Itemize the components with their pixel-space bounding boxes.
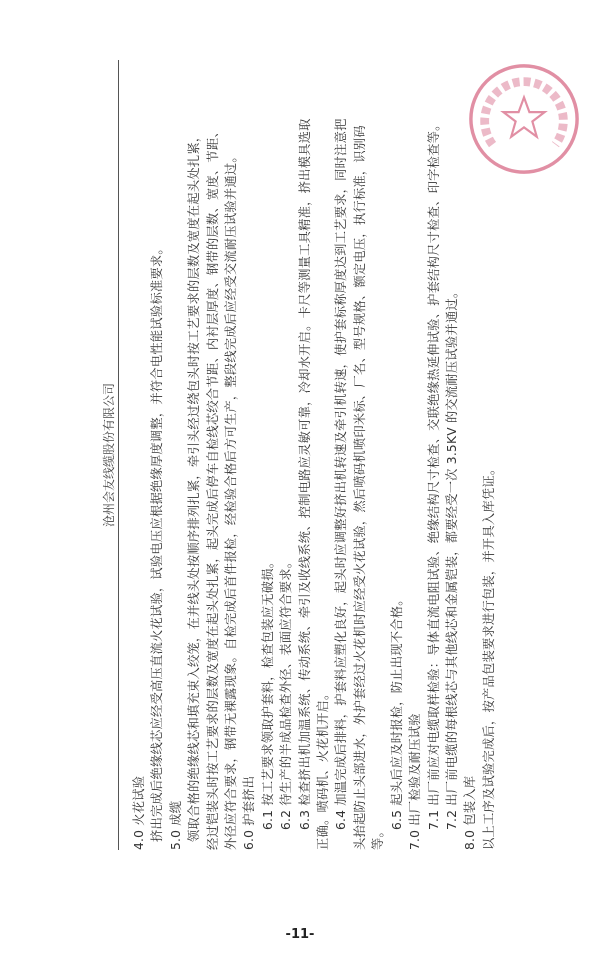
rotated-content-area	[92, 60, 532, 850]
paragraph-line: 正确。喷码机、火花机开启。	[316, 687, 331, 850]
paragraph-line: 以上工序及试验完成后，按产品包装要求进行包装，并开具入库凭证。	[481, 462, 496, 850]
paragraph-line: 经过铠装头时按工艺要求的层数及宽度在起头处扎紧，起头完成后停车自检线芯绞合节距、内衬层厚度、钢带的层数、宽度、节距、	[205, 125, 220, 850]
company-header: 沧州会友线缆股份有限公司	[102, 383, 116, 528]
paragraph-line: 等。	[371, 825, 386, 850]
section-heading: 5.0 成缆	[168, 800, 183, 850]
page-number: -11-	[285, 927, 315, 942]
body-text	[130, 60, 498, 850]
company-seal-stamp	[465, 60, 583, 178]
header-rule	[118, 60, 119, 850]
paragraph-line: 6.5 起头后应及时报检，防止出现不合格。	[389, 593, 404, 830]
section-heading: 7.0 出厂检验及耐压试验	[408, 713, 423, 850]
paragraph-line: 头抬起防止头部进水，外护套经过火花机时应经受火花试验，然后喷码机喷印米标、厂名、型号规格、额定电压，执行标准，识别码	[352, 125, 367, 850]
paragraph-line: 6.4 加温完成后排料，护套料应塑化良好，起头时应调整好挤出机转速及牵引机转速，使护套标称厚度达到工艺要求，同时注意把	[334, 118, 349, 830]
paragraph-line: 挤出完成后绝缘线芯应经受高压直流火花试验，试验电压应根据绝缘厚度调整，并符合电性能试验标准要求。	[150, 242, 165, 842]
paragraph-line: 7.1 出厂前应对电缆取样检验：导体直流电阻试验、绝缘结构尺寸检查、交联绝缘热延伸试验、护套结构尺寸检查、印字检查等。	[426, 118, 441, 830]
paragraph-line: 外径应符合要求，钢带无裸露现象。自检完成后首件报检，经检验合格后方可生产，整段线完成后应经受交流耐压试验并通过。	[224, 150, 239, 850]
section-heading: 4.0 火花试验	[132, 775, 146, 850]
section-heading: 8.0 包装入库	[463, 775, 478, 850]
paragraph-line: 6.3 检查挤出机加温系统、传动系统、牵引及收线系统、控制电路应灵敏可靠，冷却水开启。卡尺等测量工具精准，挤出模具选取	[297, 118, 312, 830]
section-heading: 6.0 护套挤出	[242, 775, 257, 850]
paragraph-line: 6.1 按工艺要求领取护套料，检查包装应无破损。	[260, 555, 275, 830]
paragraph-line: 7.2 出厂前电缆的每根线芯与其他线芯和金属铠装，都要经受一次 3.5KV 的交流耐压试验并通过。	[444, 285, 459, 830]
paragraph-line: 领取合格的绝缘线芯和填充束入绞笼，在并线头处按顺序排列扎紧，牵引头经过绕包头时按工艺要求的层数及宽度在起头处扎紧，	[187, 129, 202, 842]
paragraph-line: 6.2 待生产的半成品检查外径、表面应符合要求。	[279, 555, 294, 830]
